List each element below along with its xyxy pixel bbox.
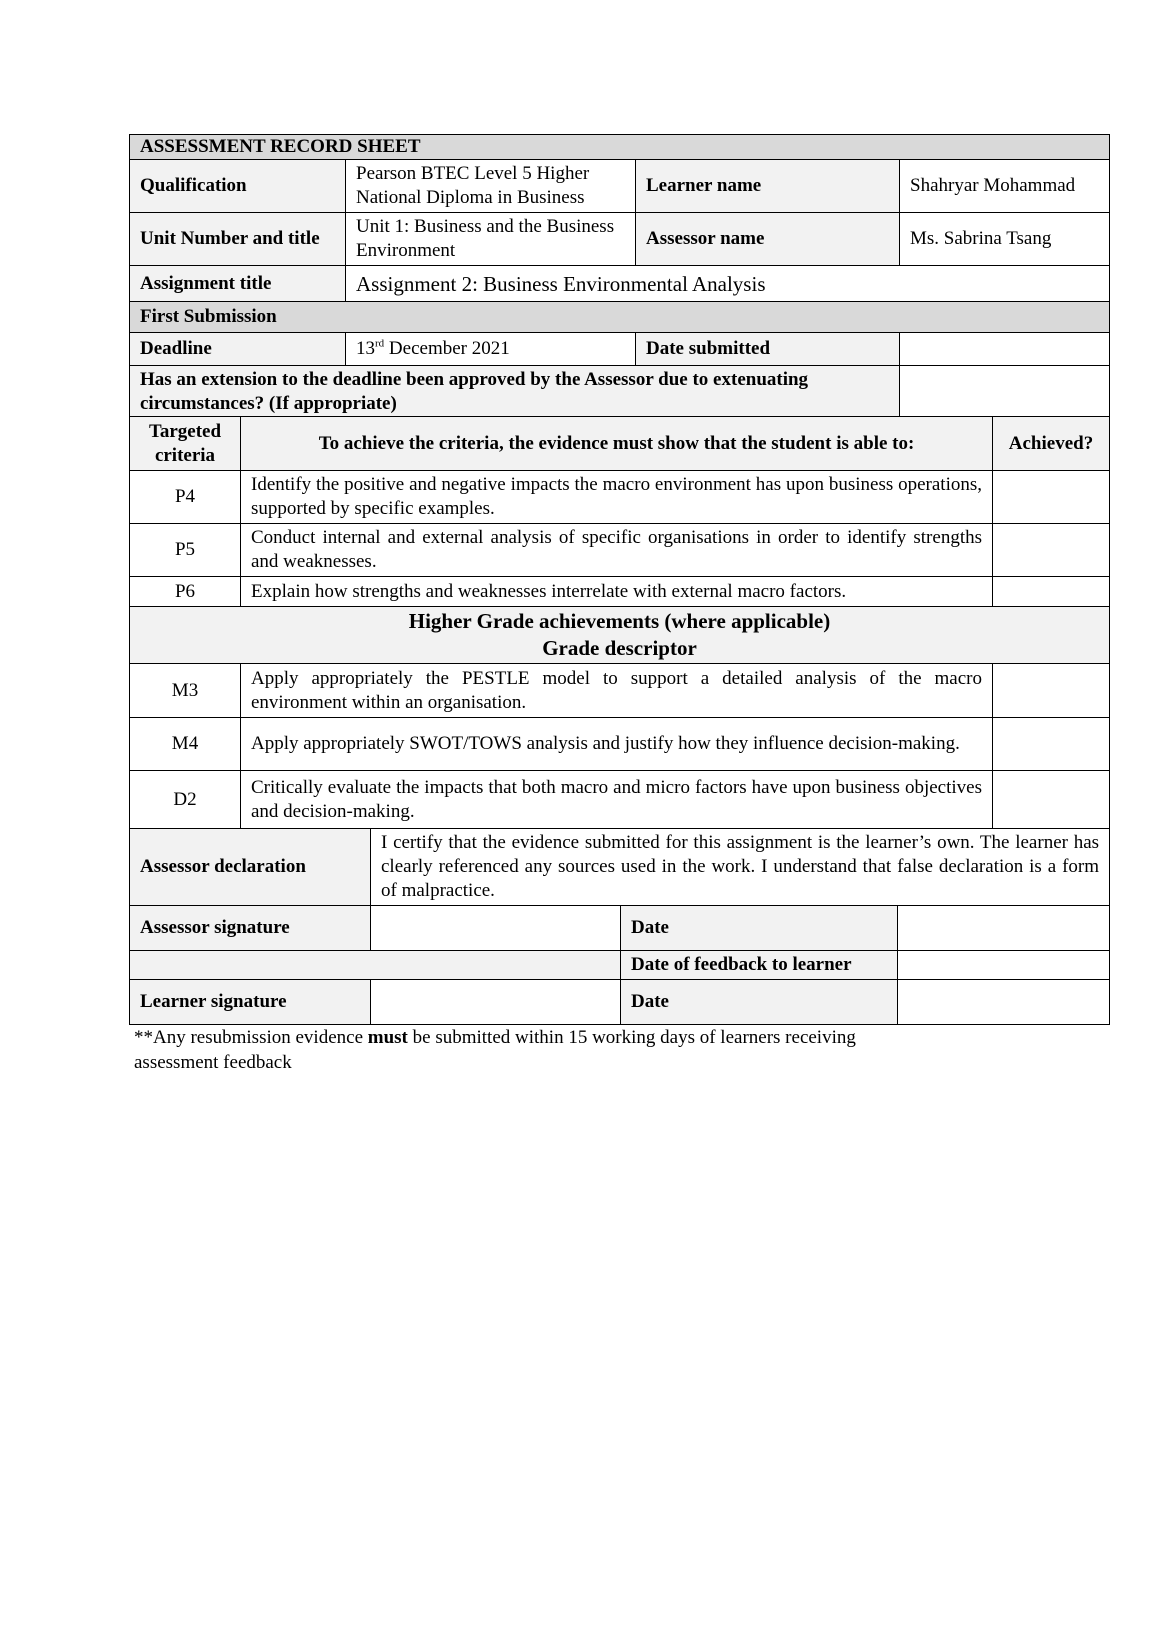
assignment-title-label: Assignment title: [130, 266, 346, 302]
learner-date-label: Date: [621, 980, 898, 1025]
criteria-row: [130, 718, 1110, 771]
assessor-signature-label: Assessor signature: [130, 906, 371, 951]
note-emphasis: must: [367, 1027, 408, 1048]
date-submitted-value[interactable]: [900, 333, 1110, 366]
criteria-code: D2: [130, 771, 241, 829]
criteria-text: Apply appropriately the PESTLE model to support a detailed analysis of the macro environment within an organisation.: [241, 664, 993, 718]
deadline-value: [346, 333, 636, 366]
achieved-cell[interactable]: [993, 577, 1110, 607]
deadline-month-year: December 2021: [384, 338, 510, 359]
criteria-row: [130, 577, 1110, 607]
qualification-label: Qualification: [130, 160, 346, 213]
criteria-text: Critically evaluate the impacts that both macro and micro factors have upon business objectives and decision-making.: [241, 771, 993, 829]
feedback-date-label: Date of feedback to learner: [621, 951, 898, 980]
assignment-title-value: Assignment 2: Business Environmental Analysis: [346, 266, 1110, 302]
learner-name-label: Learner name: [636, 160, 900, 213]
higher-grade-title: Higher Grade achievements (where applicable): [408, 609, 831, 633]
criteria-row: [130, 524, 1110, 577]
unit-label: Unit Number and title: [130, 213, 346, 266]
declaration-table: [129, 828, 1110, 1025]
learner-signature-label: Learner signature: [130, 980, 371, 1025]
learner-date-value[interactable]: [898, 980, 1110, 1025]
col-achieved: Achieved?: [993, 417, 1110, 471]
unit-value: Unit 1: Business and the Business Environment: [346, 213, 636, 266]
achieved-cell[interactable]: [993, 718, 1110, 771]
assessor-signature-value[interactable]: [371, 906, 621, 951]
resubmission-note: [134, 1025, 934, 1075]
note-suffix: be submitted within 15 working days of learners receiving assessment feedback: [134, 1027, 856, 1073]
achieved-cell[interactable]: [993, 771, 1110, 829]
achieved-cell[interactable]: [993, 524, 1110, 577]
criteria-text: Conduct internal and external analysis of specific organisations in order to identify strengths and weaknesses.: [241, 524, 993, 577]
first-submission-label: First Submission: [130, 302, 1110, 333]
feedback-blank-cell: [130, 951, 621, 980]
criteria-row: [130, 771, 1110, 829]
sheet-header: ASSESSMENT RECORD SHEET: [130, 135, 1110, 160]
assessor-name-label: Assessor name: [636, 213, 900, 266]
higher-grade-header: [130, 607, 1110, 664]
achieved-cell[interactable]: [993, 664, 1110, 718]
criteria-code: P5: [130, 524, 241, 577]
feedback-date-value[interactable]: [898, 951, 1110, 980]
assessor-name-value[interactable]: Ms. Sabrina Tsang: [900, 213, 1110, 266]
criteria-row: [130, 471, 1110, 524]
deadline-label: Deadline: [130, 333, 346, 366]
learner-name-value[interactable]: Shahryar Mohammad: [900, 160, 1110, 213]
assessor-declaration-label: Assessor declaration: [130, 829, 371, 906]
assessor-declaration-text: I certify that the evidence submitted for this assignment is the learner’s own. The learner has clearly referenced any sources used in the work. I understand that false declaration is a form of malpractice.: [371, 829, 1110, 906]
extension-question: Has an extension to the deadline been approved by the Assessor due to extenuating circumstances? (If appropriate): [130, 366, 900, 419]
criteria-text: Identify the positive and negative impacts the macro environment has upon business operations, supported by specific examples.: [241, 471, 993, 524]
assessor-date-label: Date: [621, 906, 898, 951]
qualification-value: Pearson BTEC Level 5 Higher National Diploma in Business: [346, 160, 636, 213]
criteria-code: M3: [130, 664, 241, 718]
criteria-code: M4: [130, 718, 241, 771]
col-targeted-criteria: Targeted criteria: [130, 417, 241, 471]
col-evidence: To achieve the criteria, the evidence must show that the student is able to:: [241, 417, 993, 471]
grade-descriptor-title: Grade descriptor: [542, 636, 697, 660]
criteria-text: Explain how strengths and weaknesses interrelate with external macro factors.: [241, 577, 993, 607]
deadline-day: 13: [356, 338, 375, 359]
criteria-code: P6: [130, 577, 241, 607]
extension-value[interactable]: [900, 366, 1110, 419]
date-submitted-label: Date submitted: [636, 333, 900, 366]
criteria-code: P4: [130, 471, 241, 524]
criteria-row: [130, 664, 1110, 718]
assessment-info-table: [129, 134, 1110, 419]
criteria-table: [129, 416, 1110, 829]
assessor-date-value[interactable]: [898, 906, 1110, 951]
criteria-text: Apply appropriately SWOT/TOWS analysis and justify how they influence decision-making.: [241, 718, 993, 771]
achieved-cell[interactable]: [993, 471, 1110, 524]
deadline-suffix: rd: [375, 337, 385, 350]
learner-signature-value[interactable]: [371, 980, 621, 1025]
note-prefix: **Any resubmission evidence: [134, 1027, 368, 1048]
